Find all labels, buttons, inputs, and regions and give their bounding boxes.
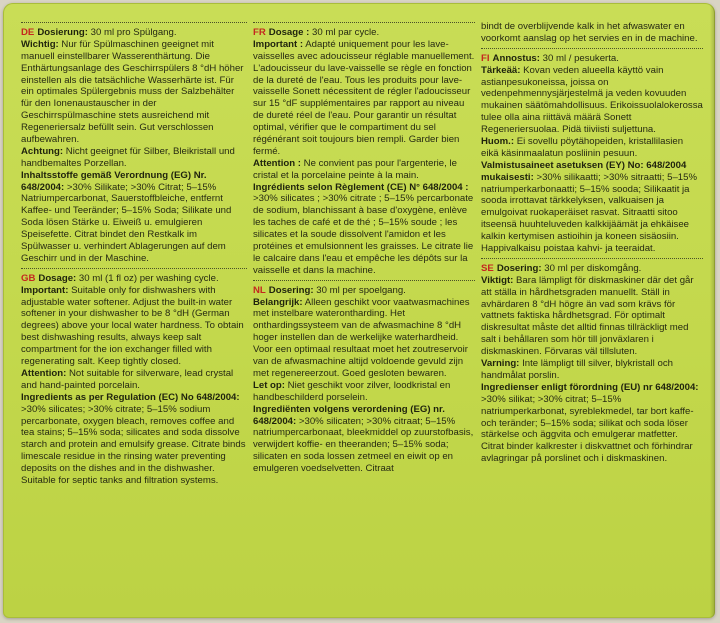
de-ingredients: Inhaltsstoffe gemäß Verordnung (EG) Nr. 648/2004: >30% Silikate; >30% Citrat; 5–15% Natriumpercarbonat, Sauerstoffbleiche, entfernt Kaffee- und Teeränder; 5–15% Soda; Silikate und Soda lösen Stärke u. Eiweiß u. emulgieren Speisefette. Citrat bindet den Restkalk im Spülwasser u. verhindert Ablagerungen auf dem Geschirr und in der Maschine.	[21, 169, 232, 264]
section-fr	[253, 22, 475, 277]
gb-attention: Attention: Not suitable for silverware, lead crystal and hand-painted porcelain.	[21, 367, 234, 391]
language-code-nl: NL	[253, 284, 266, 296]
section-nl	[253, 280, 475, 475]
nl-important: Belangrijk: Alleen geschikt voor vaatwasmachines met instelbare waterontharding. Het onthardingssysteem van de afwasmachine 8 °dH hoger instellen dan de werkelijke waterhardheid. Voor een optimaal resultaat moet het zoutreservoir van de afwasmachine altijd voldoende gevuld zijn met regenereerzout. Goed gesloten bewaren.	[253, 296, 470, 379]
language-code-fi: FI	[481, 52, 490, 64]
fr-important: Important : Adapté uniquement pour les lave-vaisselles avec adoucisseur réglable manuellement. L'adoucisseur du lave-vaisselle se règle en fonction de la dureté de l'eau. Tous les produits pour lave-vaisselle Sonett nécessitent de régler l'adoucisseur sur 15 °dF supplémentaires par rapport au niveau de dureté réel de l'eau. Pour garantir un résultat optimal, vérifier que le compartiment du sel régénérant soit toujours bien rempli. Garder bien fermé.	[253, 38, 475, 157]
fr-dosage: FR Dosage : 30 ml par cycle.	[253, 27, 380, 38]
nl-attention: Let op: Niet geschikt voor zilver, loodkristal en handbeschilderd porselein.	[253, 379, 451, 403]
column-right	[481, 19, 703, 465]
language-code-de: DE	[21, 27, 35, 38]
gb-dosage: GB Dosage: 30 ml (1 fl oz) per washing cycle.	[21, 272, 219, 284]
fr-attention: Attention : Ne convient pas pour l'argenterie, le cristal et la porcelaine peinte à la main.	[253, 157, 457, 181]
se-ingredients: Ingredienser enligt förordning (EU) nr 648/2004: >30% silikat; >30% citrat; 5–15% natriumperkarbonat, syreblekmedel, tar bort kaffe- och teränder; 5–15% soda; silikat och soda löser stärkelse och äggvita och emulgerar matfetter. Citrat binder kalkrester i diskvattnet och förhindrar avlagringar på porslinet och i diskmaskinen.	[481, 381, 699, 465]
fi-attention: Huom.: Ei sovellu pöytähopeiden, kristallilasien eikä käsinmaalatun posliinin pesuun.	[481, 136, 684, 159]
se-important: Viktigt: Bara lämpligt för diskmaskiner där det går att ställa in hårdhetsgraden manuellt. Ställ in avhärdaren 8 °dH högre än vad som krävs för vattnets faktiska hårdhetsgrad. För optimalt diskresultat måste det alltid finnas tillräckligt med salt i behållaren som hör till jonväxlaren i diskmaskinen. Förvaras väl tillsluten.	[481, 274, 694, 358]
nl-dosage: NL Dosering: 30 ml per spoelgang.	[253, 284, 406, 296]
language-code-se: SE	[481, 262, 494, 274]
fi-dosage: FI Annostus: 30 ml / pesukerta.	[481, 52, 619, 64]
section-fi	[481, 48, 703, 255]
column-left	[21, 19, 247, 487]
gb-ingredients: Ingredients as per Regulation (EC) No 648/2004: >30% silicates; >30% citrate; 5–15% sodium percarbonate, oxygen bleach, removes coffee and tea stains; 5–15% soda; silicates and soda dissolve starch and protein and emulsify grease. Citrate binds limescale residue in the rinsing water preventing deposits on the dishes and in the dishwasher. Suitable for septic tanks and filtration systems.	[21, 391, 246, 486]
de-important: Wichtig: Nur für Spülmaschinen geeignet mit manuell einstellbarer Wasserenthärtung. Die Enthärtungsanlage des Geschirrspülers 8 °dH höher einstellen als die tatsächliche Wasserhärte ist. Für ein optimales Spülergebnis muss der Salzbehälter für den Ionenaustauscher in der Geschirrspülmaschine stets ausreichend mit Regeneriersalz befüllt sein. Gut verschlossen aufbewahren.	[21, 38, 244, 146]
de-dosage: DE Dosierung: 30 ml pro Spülgang.	[21, 27, 177, 38]
section-gb	[21, 268, 247, 487]
language-code-gb: GB	[21, 272, 36, 284]
fr-ingredients: Ingrédients selon Règlement (CE) N° 648/2004 : >30% silicates ; >30% citrate ; 5–15% percarbonate de sodium, blanchissant à base d'oxygène, enlève les taches de café et de thé ; 5–15% soude ; les silicates et la soude dissolvent l'amidon et les protéines et emulsionnent les graisses. Le citrate lie le calcaire dans l'eau et empêche les dépôts sur la vaisselle et dans la machine.	[253, 181, 474, 276]
nl-ingredients: Ingrediënten volgens verordening (EG) nr. 648/2004: >30% silicaten; >30% citraat; 5–15% natriumpercarbonaat, bleekmiddel op zuurstofbasis, verwijdert koffie- en theeranden; 5–15% soda; silicaten en soda lossen zetmeel en eiwit op en emulgeren voedselvetten. Citraat	[253, 403, 474, 475]
column-middle	[253, 19, 475, 475]
fi-ingredients: Valmistusaineet asetuksen (EY) No: 648/2004 mukaisesti: >30% silikaatti; >30% sitraatti; 5–15% natriumperkarbonaatti; 5–15% sooda; Silikaatit ja sooda irrottavat tärkkelyksen, valkuaisen ja emulgoivat ruokaperäiset rasvat. Sitraatti sitoo itseensä huuhteluveden kalkkijäämät ja ehkäisee kalkin kertymisen astioihin ja koneen sisäosiin. Happivalkaisu poistaa kahvi- ja teeraidat.	[481, 159, 697, 255]
package-edge-shadow	[710, 3, 715, 618]
section-de	[21, 22, 247, 265]
fi-important: Tärkeää: Kovan veden alueella käyttö vain astianpesukoneissa, joissa on vedenpehmennysjärjestelmä ja veden kovuuden mukainen säätömahdollisuus. Erikoissuolalokerossa tulee olla aina riittävä määrä Sonett Regeneriersuolaa. Pidä tiiviisti suljettuna.	[481, 64, 703, 136]
section-nl-continued	[481, 19, 703, 45]
package-back-panel	[3, 3, 715, 618]
section-se	[481, 258, 703, 465]
se-attention: Varning: Inte lämpligt till silver, blykristall och handmålat porslin.	[481, 358, 673, 381]
se-dosage: SE Dosering: 30 ml per diskomgång.	[481, 262, 642, 274]
gb-important: Important: Suitable only for dishwashers with adjustable water softener. Adjust the built-in water softener in your dishwasher to be 8 °dH (German degrees) above your local water hardness. To obtain best dishwashing results, always keep salt compartment for the ion exchanger filled with regenerating salt. Keep tightly closed.	[21, 284, 244, 368]
nl-ingredients-continued: bindt de overblijvende kalk in het afwaswater en voorkomt aanslag op het servies en in de machine.	[481, 21, 698, 44]
de-attention: Achtung: Nicht geeignet für Silber, Bleikristall und handbemaltes Porzellan.	[21, 145, 235, 169]
language-code-fr: FR	[253, 27, 266, 38]
